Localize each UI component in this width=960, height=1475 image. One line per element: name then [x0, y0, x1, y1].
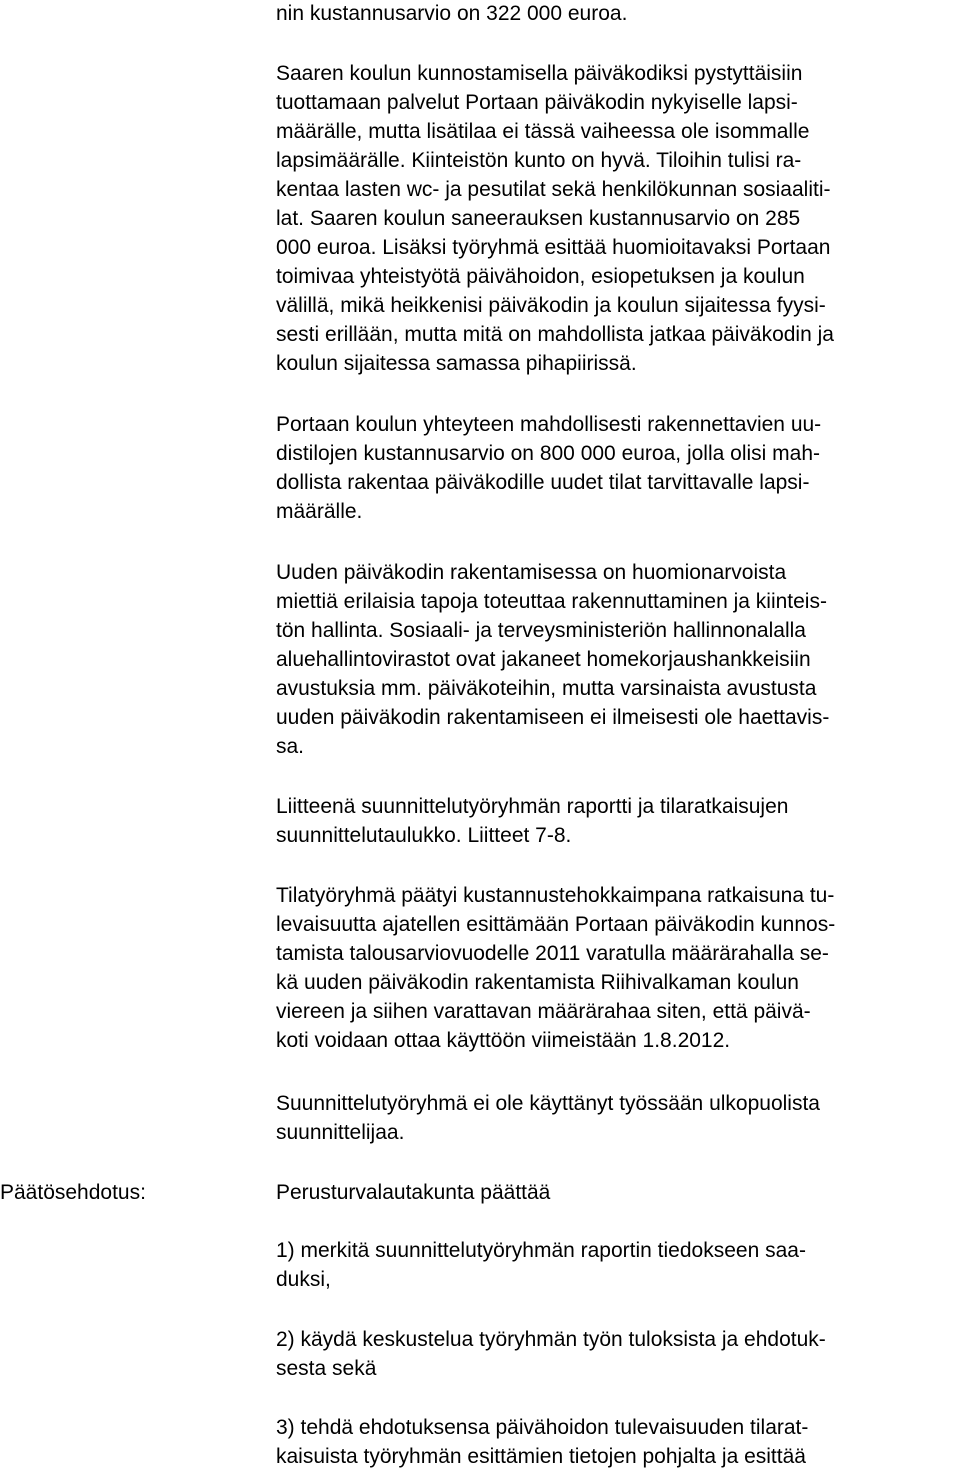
text-line: 3) tehdä ehdotuksensa päivähoidon tulevaisuuden tilarat- — [276, 1416, 809, 1439]
text-line: viereen ja siihen varattavan määrärahaa siten, että päivä- — [276, 1000, 811, 1023]
text-line: määrälle, mutta lisätilaa ei tässä vaiheessa ole isommalle — [276, 120, 810, 143]
text-line: Portaan koulun yhteyteen mahdollisesti rakennettavien uu- — [276, 413, 822, 436]
text-line: sesta sekä — [276, 1357, 377, 1380]
text-line: duksi, — [276, 1268, 331, 1291]
text-line: levaisuutta ajatellen esittämään Portaan päiväkodin kunnos- — [276, 913, 836, 936]
proposal-heading: Perusturvalautakunta päättää — [276, 1181, 551, 1204]
text-line: välillä, mikä heikkenisi päiväkodin ja koulun sijaitessa fyysi- — [276, 294, 826, 317]
proposal-label: Päätösehdotus: — [0, 1181, 146, 1204]
text-line: tön hallinta. Sosiaali- ja terveysministeriön hallinnonalalla — [276, 619, 806, 642]
text-line: distilojen kustannusarvio on 800 000 euroa, jolla olisi mah- — [276, 442, 820, 465]
text-line: 000 euroa. Lisäksi työryhmä esittää huomioitavaksi Portaan — [276, 236, 831, 259]
text-line: miettiä erilaisia tapoja toteuttaa rakennuttaminen ja kiinteis- — [276, 590, 827, 613]
text-line: dollista rakentaa päiväkodille uudet tilat tarvittavalle lapsi- — [276, 471, 810, 494]
text-line: kaisuista työryhmän esittämien tietojen pohjalta ja esittää — [276, 1445, 806, 1468]
text-line: tamista talousarviovuodelle 2011 varatulla määrärahalla se- — [276, 942, 829, 965]
text-line: lapsimäärälle. Kiinteistön kunto on hyvä. Tiloihin tulisi ra- — [276, 149, 802, 172]
text-line: avustuksia mm. päiväkoteihin, mutta varsinaista avustusta — [276, 677, 817, 700]
text-line: suunnittelutaulukko. Liitteet 7-8. — [276, 824, 572, 847]
text-line: koulun sijaitessa samassa pihapiirissä. — [276, 352, 637, 375]
text-line: nin kustannusarvio on 322 000 euroa. — [276, 2, 628, 25]
text-line: lat. Saaren koulun saneerauksen kustannusarvio on 285 — [276, 207, 801, 230]
text-line: 2) käydä keskustelua työryhmän työn tuloksista ja ehdotuk- — [276, 1328, 826, 1351]
text-line: Suunnittelutyöryhmä ei ole käyttänyt työssään ulkopuolista — [276, 1092, 820, 1115]
text-line: Saaren koulun kunnostamisella päiväkodiksi pystyttäisiin — [276, 62, 803, 85]
text-line: 1) merkitä suunnittelutyöryhmän raportin tiedokseen saa- — [276, 1239, 806, 1262]
text-line: aluehallintovirastot ovat jakaneet homekorjaushankkeisiin — [276, 648, 811, 671]
text-line: sesti erillään, mutta mitä on mahdollista jatkaa päiväkodin ja — [276, 323, 834, 346]
text-line: kä uuden päiväkodin rakentamista Riihivalkaman koulun — [276, 971, 799, 994]
text-line: koti voidaan ottaa käyttöön viimeistään 1.8.2012. — [276, 1029, 731, 1052]
text-line: tuottamaan palvelut Portaan päiväkodin nykyiselle lapsi- — [276, 91, 798, 114]
text-line: Liitteenä suunnittelutyöryhmän raportti ja tilaratkaisujen — [276, 795, 789, 818]
text-line: kentaa lasten wc- ja pesutilat sekä henkilökunnan sosiaaliti- — [276, 178, 831, 201]
text-line: Uuden päiväkodin rakentamisessa on huomionarvoista — [276, 561, 787, 584]
text-line: uuden päiväkodin rakentamiseen ei ilmeisesti ole haettavis- — [276, 706, 830, 729]
text-line: sa. — [276, 735, 305, 758]
text-line: toimivaa yhteistyötä päivähoidon, esiopetuksen ja koulun — [276, 265, 805, 288]
text-line: määrälle. — [276, 500, 363, 523]
text-line: suunnittelijaa. — [276, 1121, 405, 1144]
text-line: Tilatyöryhmä päätyi kustannustehokkaimpana ratkaisuna tu- — [276, 884, 835, 907]
